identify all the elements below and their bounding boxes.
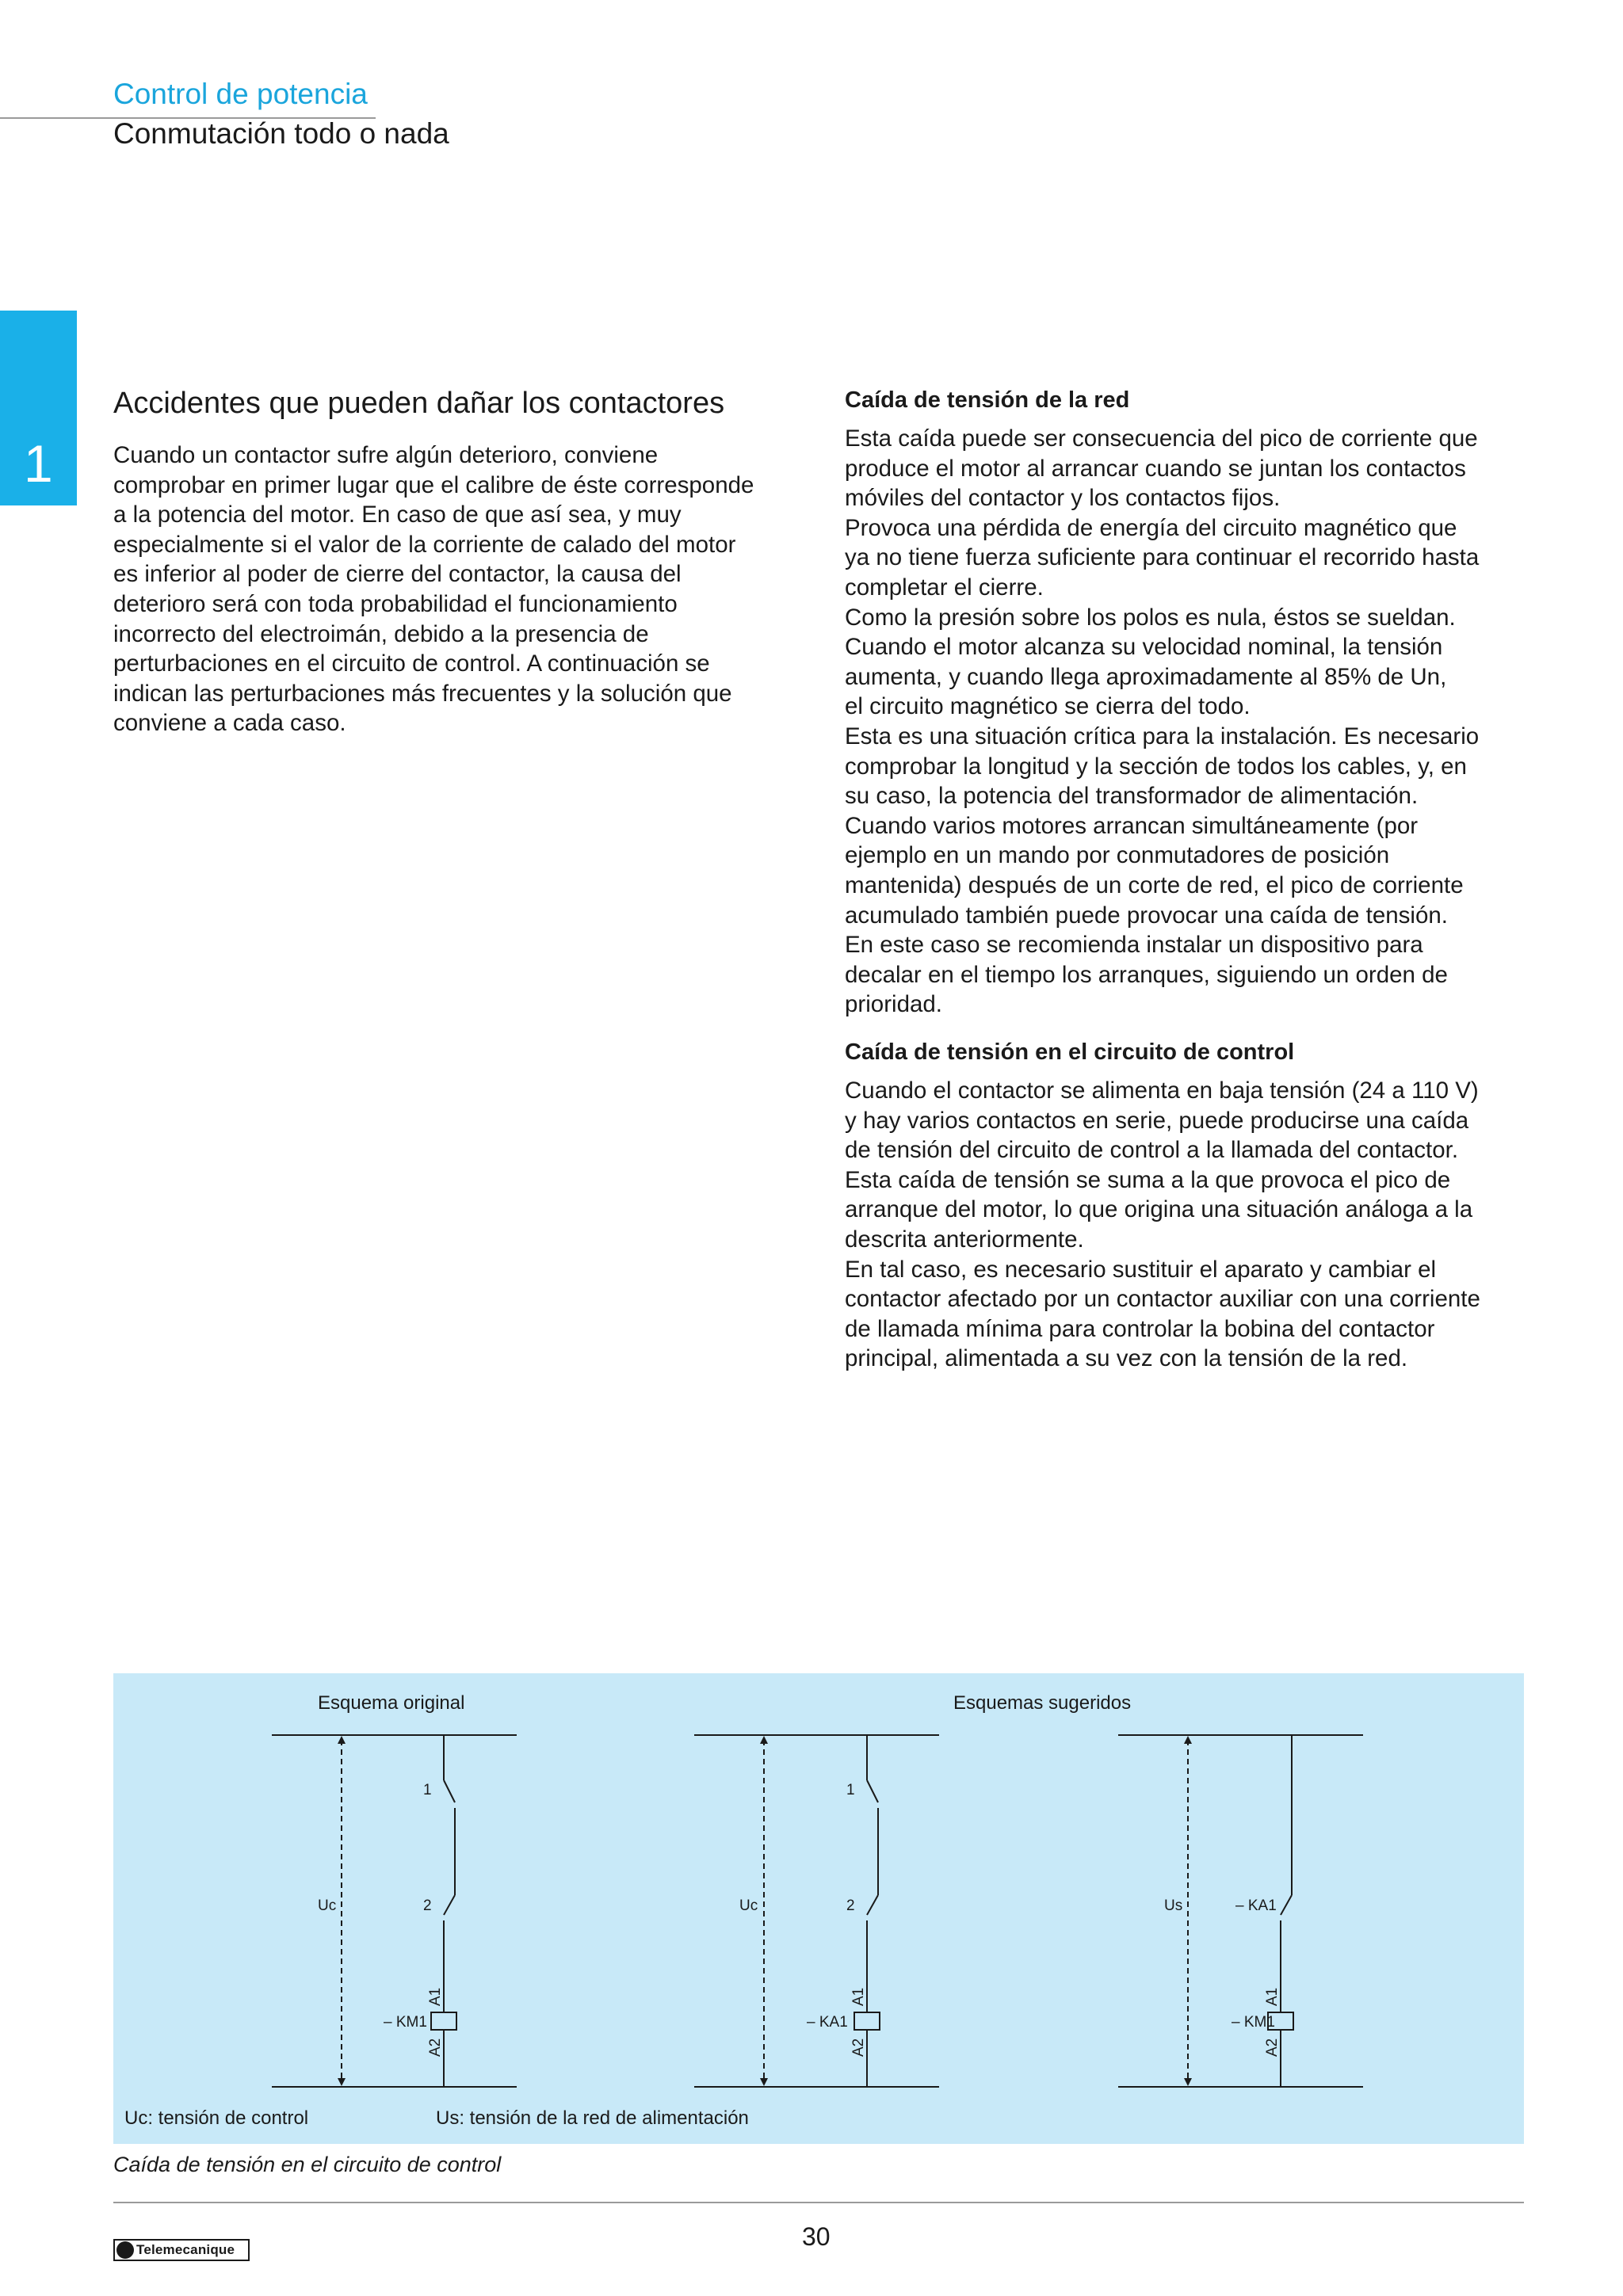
circuit-figure (113, 1673, 1524, 2144)
footer-rule (113, 2202, 1524, 2203)
contact-2-switch (444, 1895, 455, 1915)
coil-box (854, 2012, 880, 2030)
coil-terminal-a2: A2 (850, 2038, 867, 2057)
voltage-label: Uc (318, 1897, 337, 1914)
diagram-suggested-1 (694, 1735, 939, 2087)
logo-text: Telemecanique (136, 2242, 235, 2257)
contact-label-top: 1 (423, 1782, 432, 1798)
voltage-label: Us (1164, 1897, 1183, 1914)
coil-label: – KA1 (807, 2014, 848, 2031)
right-paragraph-voltage-drop-grid: Esta caída puede ser consecuencia del pico de corriente que produce el motor al arrancar cuando se juntan los contactos móviles del contactor y los contactos fijos. Provoca una pérdida de energía del circuito magnético que ya no tiene fuerza suficiente para continuar el recorrido hasta completar el cierre. Como la presión sobre los polos es nula, éstos se sueldan. Cuando el motor alcanza su velocidad nominal, la tensión aumenta, y cuando llega aproximadamente al 85% de Un, el circuito magnético se cierra del todo. Esta es una situación crítica para la instalación. Es necesario comprobar la longitud y la sección de todos los cables, y, en su caso, la potencia del transformador de alimentación. Cuando varios motores arrancan simultáneamente (por ejemplo en un mando por conmutadores de posición mantenida) después de un corte de red, el pico de corriente acumulado también puede provocar una caída de tensión. En este caso se recomienda instalar un dispositivo para decalar en el tiempo los arranques, siguiendo un orden de prioridad. (845, 425, 1480, 1018)
coil-terminal-a2: A2 (427, 2038, 444, 2057)
contact-1-switch (867, 1780, 878, 1802)
circuit-diagrams (113, 1673, 1524, 2144)
legend-control-voltage: Uc: tensión de control (124, 2107, 309, 2129)
legend-supply-voltage: Us: tensión de la red de alimentación (436, 2107, 749, 2129)
contact-2-switch (867, 1895, 878, 1915)
contact-label-top: 1 (846, 1782, 855, 1798)
figure-caption: Caída de tensión en el circuito de control (113, 2153, 502, 2176)
coil-terminal-a1: A1 (850, 1987, 867, 2006)
contact-1-switch (444, 1780, 455, 1802)
page-number: 30 (802, 2222, 831, 2251)
voltage-label: Uc (739, 1897, 758, 1914)
diagram-original (272, 1735, 517, 2087)
right-paragraph-voltage-drop-control: Cuando el contactor se alimenta en baja tensión (24 a 110 V) y hay varios contactos en serie, puede producirse una caída de tensión del circuito de control a la llamada del contactor. Esta caída de tensión se suma a la que provoca el pico de arranque del motor, lo que origina una situación análoga a la descrita anteriormente. En tal caso, es necesario sustituir el aparato y cambiar el contactor afectado por un contactor auxiliar con una corriente de llamada mínima para controlar la bobina del contactor principal, alimentada a su vez con la tensión de la red. (845, 1077, 1480, 1372)
contact-label-bottom: 2 (423, 1897, 432, 1914)
coil-label: – KM1 (1232, 2014, 1275, 2031)
contact-label-bottom: 2 (846, 1897, 855, 1914)
coil-label: – KM1 (384, 2014, 427, 2031)
left-heading: Accidentes que pueden dañar los contactores (113, 387, 725, 420)
coil-terminal-a1: A1 (1264, 1987, 1281, 2006)
telemecanique-logo (113, 2239, 250, 2261)
section-title: Control de potencia (113, 78, 368, 110)
section-subtitle: Conmutación todo o nada (113, 117, 449, 150)
contact-ka1-switch (1281, 1895, 1292, 1915)
right-heading-voltage-drop-control: Caída de tensión en el circuito de control (845, 1039, 1295, 1065)
chapter-number: 1 (24, 434, 53, 493)
contact-label-ka1: – KA1 (1235, 1897, 1277, 1914)
coil-terminal-a1: A1 (427, 1987, 444, 2006)
coil-box (431, 2012, 456, 2030)
right-heading-voltage-drop-grid: Caída de tensión de la red (845, 387, 1130, 413)
logo-mark-icon (116, 2241, 134, 2259)
coil-terminal-a2: A2 (1264, 2038, 1281, 2057)
label-suggested-schemes: Esquemas sugeridos (953, 1692, 1132, 1714)
left-paragraph: Cuando un contactor sufre algún deterioro, conviene comprobar en primer lugar que el calibre de éste corresponde a la potencia del motor. En caso de que así sea, y muy especialmente si el valor de la corriente de calado del motor es inferior al poder de cierre del contactor, la causa del deterioro será con toda probabilidad el funcionamiento incorrecto del electroimán, debido a la presencia de perturbaciones en el circuito de control. A continuación se indican las perturbaciones más frecuentes y la solución que conviene a cada caso. (113, 442, 754, 737)
label-original-scheme: Esquema original (318, 1692, 465, 1714)
